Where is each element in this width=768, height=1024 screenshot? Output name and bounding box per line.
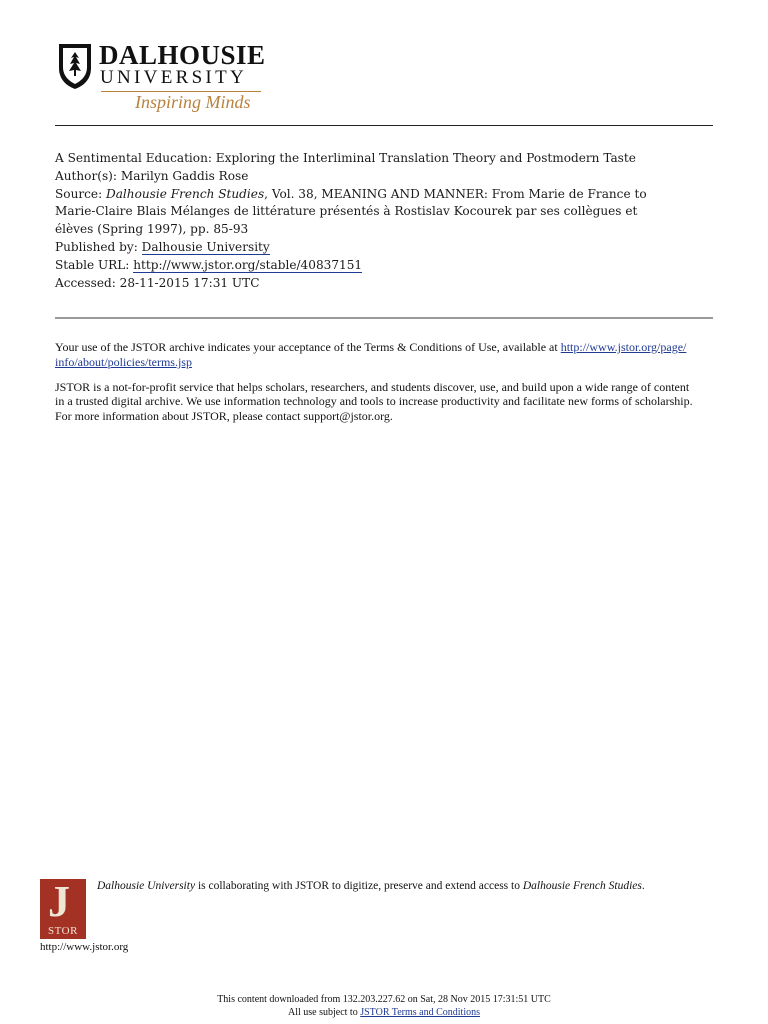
stable-url-label: Stable URL: <box>55 257 130 272</box>
authors-value: Marilyn Gaddis Rose <box>120 168 249 183</box>
terms-text: Your use of the JSTOR archive indicates your acceptance of the Terms & Conditions of Use, available at <box>55 340 561 354</box>
citation-block <box>55 150 720 292</box>
footer-line-1: This content downloaded from 132.203.227.62 on Sat, 28 Nov 2015 17:31:51 UTC <box>217 994 551 1005</box>
article-title: A Sentimental Education: Exploring the Interliminal Translation Theory and Postmodern Taste <box>55 151 636 165</box>
jstor-logo-letter: J <box>48 877 70 926</box>
logo-line1: DALHOUSIE <box>99 40 266 70</box>
publisher-link[interactable]: Dalhousie University <box>141 239 270 254</box>
source-line <box>55 186 720 204</box>
footer-line-2 <box>0 1007 768 1020</box>
logo-tagline: Inspiring Minds <box>135 92 251 112</box>
jstor-url[interactable]: http://www.jstor.org <box>40 941 129 953</box>
source-journal: Dalhousie French Studies <box>106 186 265 201</box>
about-line-2: in a trusted digital archive. We use information technology and tools to increase productivity and facilitate new forms of scholarship. <box>55 394 693 409</box>
logo-line2: UNIVERSITY <box>100 67 247 88</box>
published-label: Published by: <box>55 239 138 254</box>
collab-institution: Dalhousie University <box>97 880 196 892</box>
terms-link-part2[interactable]: info/about/policies/terms.jsp <box>55 354 192 369</box>
jstor-logo-word: STOR <box>48 925 78 937</box>
published-line <box>55 239 720 257</box>
about-line-3: For more information about JSTOR, please contact support@jstor.org. <box>55 409 393 424</box>
stable-url-link[interactable]: http://www.jstor.org/stable/40837151 <box>133 257 363 272</box>
top-divider <box>55 125 713 126</box>
university-logo <box>57 40 287 120</box>
download-footer <box>0 994 768 1019</box>
source-line-2: Marie-Claire Blais Mélanges de littérature présentés à Rostislav Kocourek par ses collègues et <box>55 204 638 219</box>
source-rest: , Vol. 38, MEANING AND MANNER: From Marie de France to <box>264 186 647 201</box>
terms-link-part1[interactable]: http://www.jstor.org/page/ <box>560 340 687 354</box>
collaboration-statement <box>97 880 645 892</box>
stable-url-line <box>55 257 720 275</box>
source-label: Source: <box>55 186 103 201</box>
terms-paragraph-1 <box>55 340 715 370</box>
authors-line <box>55 168 720 186</box>
middle-divider <box>55 317 713 319</box>
terms-paragraph-2 <box>55 380 715 424</box>
collab-end: . <box>641 880 645 892</box>
collab-text: is collaborating with JSTOR to digitize, preserve and extend access to <box>195 880 523 892</box>
shield-crest-icon <box>57 42 93 90</box>
terms-block <box>55 340 715 434</box>
footer-terms-link[interactable]: JSTOR Terms and Conditions <box>360 1006 480 1018</box>
collab-journal: Dalhousie French Studies <box>522 880 642 892</box>
authors-label: Author(s): <box>55 168 117 183</box>
jstor-logo <box>40 879 86 939</box>
accessed-line: Accessed: 28-11-2015 17:31 UTC <box>55 275 260 290</box>
source-line-3: élèves (Spring 1997), pp. 85-93 <box>55 222 249 237</box>
footer-prefix: All use subject to <box>288 1006 361 1018</box>
about-line-1: JSTOR is a not-for-profit service that helps scholars, researchers, and students discover, use, and build upon a wide range of content <box>55 379 690 394</box>
